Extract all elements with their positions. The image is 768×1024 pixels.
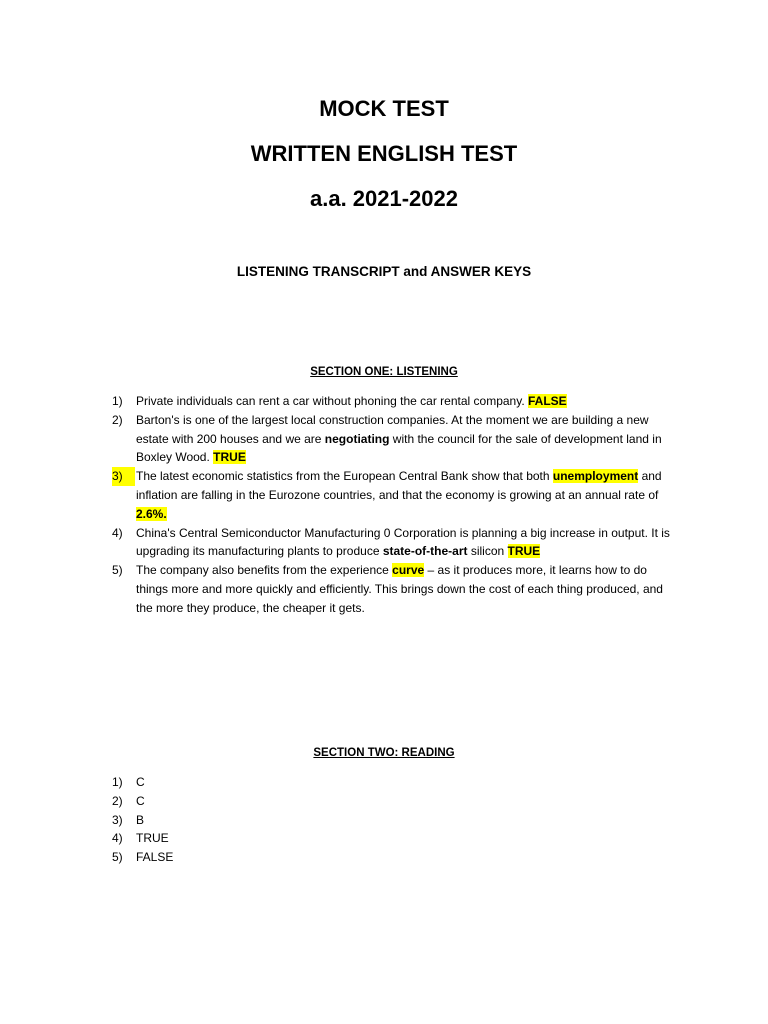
list-item [112, 829, 682, 848]
document-subtitle: LISTENING TRANSCRIPT and ANSWER KEYS [236, 264, 532, 279]
item-answer: FALSE [136, 850, 174, 865]
item-number: 4) [112, 831, 123, 846]
item-text-continued: – as it produces more, it learns how to do things more and more quickly and efficiently. This brings down the cost of each thing produced, and the more they produce, the cheaper it gets. [136, 563, 663, 615]
section-one-heading: SECTION ONE: LISTENING [310, 366, 458, 378]
answer-highlight: FALSE [528, 394, 567, 408]
item-number: 5) [112, 850, 123, 865]
item-answer: C [136, 793, 145, 808]
item-text-continued: silicon [467, 544, 508, 559]
listening-answer-list [112, 392, 682, 618]
item-answer: TRUE [136, 831, 169, 846]
answer-highlight: TRUE [213, 450, 246, 465]
list-item [112, 467, 682, 523]
title-written-english-test: WRITTEN ENGLISH TEST [250, 141, 518, 166]
item-text: Private individuals can rent a car without phoning the car rental company. [136, 394, 528, 408]
list-item [112, 561, 682, 617]
item-text: The latest economic statistics from the European Central Bank show that both [136, 469, 553, 484]
list-item [112, 392, 682, 411]
item-number: 2) [112, 412, 123, 427]
item-text: Barton's is one of the largest local construction companies. At the moment we are building a new estate with 200 houses and we are [136, 412, 649, 446]
section-two-heading: SECTION TWO: READING [313, 747, 455, 759]
title-academic-year: a.a. 2021-2022 [309, 186, 459, 211]
item-number: 3) [112, 467, 135, 486]
list-item [112, 524, 682, 562]
answer-highlight: TRUE [507, 544, 541, 559]
answer-highlight: 2.6%. [136, 506, 167, 521]
item-keyword: curve [392, 563, 425, 578]
list-item [112, 411, 682, 467]
list-item [112, 811, 682, 830]
item-number: 4) [112, 525, 123, 540]
item-text: The company also benefits from the experience [136, 563, 393, 578]
item-number: 5) [112, 563, 123, 578]
list-item [112, 773, 682, 792]
item-number: 2) [112, 793, 123, 808]
item-text-continued: with the council for the sale of development land in Boxley Wood. [136, 431, 662, 465]
reading-answer-list [112, 773, 682, 867]
item-number: 1) [112, 394, 123, 408]
item-number: 3) [112, 812, 123, 827]
item-number: 1) [112, 775, 123, 789]
item-text: China's Central Semiconductor Manufacturing 0 Corporation is planning a big increase in output. It is upgrading its manufacturing plants to produce [136, 525, 670, 559]
item-keyword: unemployment [552, 469, 639, 484]
item-keyword: negotiating [324, 431, 390, 446]
list-item [112, 792, 682, 811]
title-mock-test: MOCK TEST [319, 96, 449, 121]
item-answer: C [136, 775, 145, 789]
item-text-continued: and inflation are falling in the Eurozone countries, and that the economy is growing at an annual rate of [136, 469, 662, 502]
item-answer: B [136, 812, 145, 827]
item-keyword: state-of-the-art [382, 544, 468, 559]
list-item [112, 848, 682, 867]
